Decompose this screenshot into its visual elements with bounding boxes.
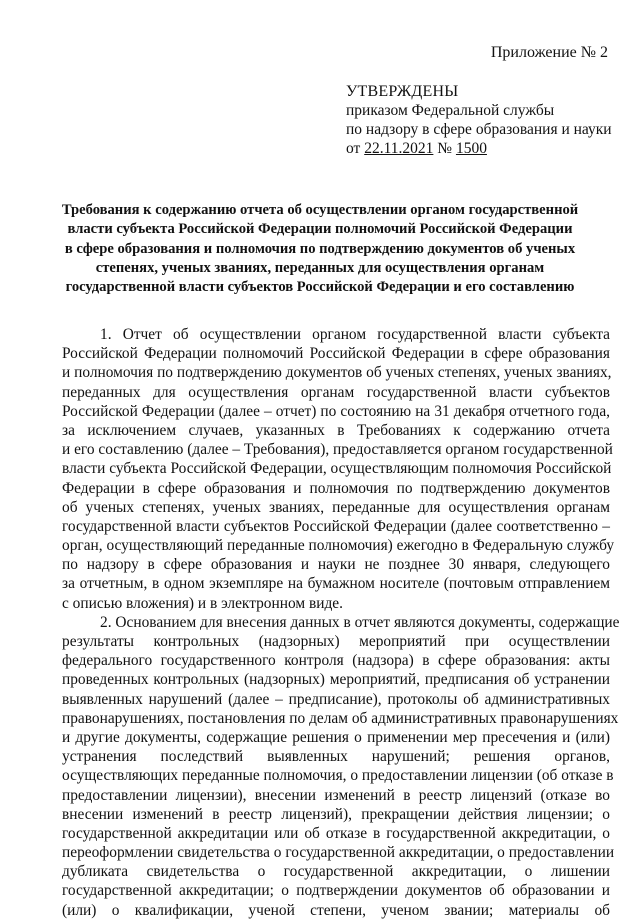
paragraph-2-line: выявленных нарушений (далее – предписание), протоколы об административных — [62, 690, 610, 708]
paragraph-2-line: и другие документы, содержащие решения о применении мер пресечения и (или) — [62, 728, 610, 746]
heading-line: государственной власти субъектов Российской Федерации и его составлению — [65, 279, 575, 296]
number-prefix: № — [433, 140, 456, 157]
paragraph-1-line: власти субъекта Российской Федерации, осуществляющим полномочия Российской — [62, 460, 612, 478]
paragraph-1-line: Российской Федерации полномочий Российской Федерации в сфере образования — [62, 345, 610, 363]
paragraph-2-line: внесении изменений в реестр лицензий), прекращении действия лицензии; о — [62, 805, 610, 823]
paragraph-1-line: за отчетным, в одном экземпляре на бумажном носителе (почтовым отправлением — [62, 575, 610, 593]
date-prefix: от — [346, 140, 365, 157]
paragraph-2-line: правонарушениях, постановления по делам об административных правонарушениях — [62, 709, 619, 727]
order-number: 1500 — [455, 140, 487, 157]
paragraph-1-line: орган, осуществляющий переданные полномочия) ежегодно в Федеральную службу — [62, 537, 615, 555]
paragraph-2-line: предоставлении лицензии), внесении изменений в реестр лицензий (отказе во — [62, 786, 610, 804]
approval-title: УТВЕРЖДЕНЫ — [346, 83, 459, 100]
approval-line-2: по надзору в сфере образования и науки — [346, 121, 612, 138]
heading-line: в сфере образования и полномочия по подтверждению документов об ученых — [64, 240, 576, 257]
heading-line: Требования к содержанию отчета об осуществлении органом государственной — [61, 202, 579, 218]
paragraph-2-line: результаты контрольных (надзорных) мероприятий при осуществлении — [62, 633, 610, 650]
paragraph-1-line: за исключением случаев, указанных в Требованиях к содержанию отчета — [62, 421, 610, 439]
heading-line: степенях, ученых званиях, переданных для осуществления органам — [95, 259, 545, 276]
approval-date-line — [346, 139, 612, 158]
paragraph-2-line: государственной аккредитации или об отказе в государственной аккредитации, о — [62, 824, 610, 842]
paragraph-2-line: федерального государственного контроля (надзора) в сфере образования: акты — [62, 652, 610, 670]
paragraph-1-line: Российской Федерации (далее – отчет) по состоянию на 31 декабря отчетного года, — [62, 402, 610, 420]
heading-line: власти субъекта Российской Федерации полномочий Российской Федерации — [67, 221, 573, 238]
paragraph-1-line: и его составлению (далее – Требования), предоставляется органом государственной — [62, 441, 613, 459]
paragraph-1-line: Федерации в сфере образования и полномочия по подтверждению документов — [62, 479, 610, 497]
paragraph-2-line: дубликата свидетельства о государственной аккредитации, о лишении — [62, 863, 610, 881]
paragraph-2-line: переоформлении свидетельства о государственной аккредитации, о предоставлении — [62, 844, 615, 862]
paragraph-1-line: 1. Отчет об осуществлении органом государственной власти субъекта — [100, 326, 610, 343]
appendix-label: Приложение № 2 — [490, 44, 608, 61]
paragraph-2-line: проведенных контрольных (надзорных) мероприятий, предписания об устранении — [62, 671, 610, 689]
paragraph-1-line: государственной власти субъектов Российской Федерации (далее соответственно – — [62, 517, 610, 535]
document-heading — [56, 201, 584, 297]
paragraph-2-line: (или) о квалификации, ученой степени, ученом звании; материалы об — [62, 901, 610, 919]
paragraph-2-line: 2. Основанием для внесения данных в отчет являются документы, содержащие — [100, 613, 620, 631]
approval-line-1: приказом Федеральной службы — [346, 102, 555, 119]
paragraph-1-line: и полномочия по подтверждению документов об ученых степенях, ученых званиях, — [62, 364, 612, 382]
paragraph-2-line: государственной аккредитации; о подтверждении документов об образовании и — [62, 882, 610, 900]
approval-block — [346, 82, 612, 158]
paragraph-1-line: об ученых степенях, ученых званиях, переданные для осуществления органам — [62, 498, 610, 516]
paragraph-1-line: с описью вложения) и в электронном виде. — [62, 594, 343, 612]
paragraph-2-line: осуществляющих переданные полномочия, о предоставлении лицензии (об отказе в — [62, 767, 614, 785]
document-body — [62, 325, 620, 920]
paragraph-1-line: переданных для осуществления органам государственной власти субъектов — [62, 383, 610, 401]
paragraph-2-line: устранения последствий выявленных нарушений; решения органов, — [62, 748, 610, 766]
paragraph-1-line: по надзору в сфере образования и науки не позднее 30 января, следующего — [62, 556, 610, 574]
order-date: 22.11.2021 — [364, 140, 434, 157]
